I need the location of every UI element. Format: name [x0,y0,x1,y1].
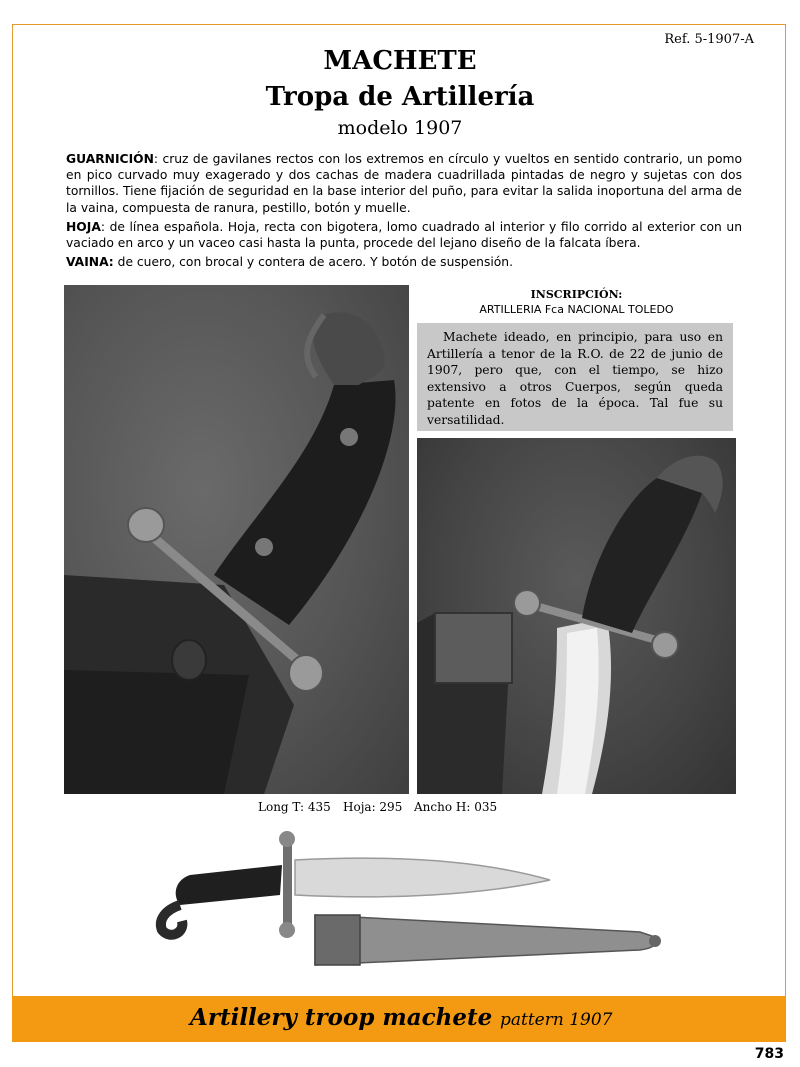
title-machete: MACHETE [323,46,477,76]
title-tropa: Tropa de Artillería [265,82,535,112]
title-modelo: modelo 1907 [337,117,463,139]
photo-hilt-closeup [64,285,409,794]
hoja-paragraph [66,219,742,251]
inscription-text: ARTILLERIA Fca NACIONAL TOLEDO [479,303,674,316]
guarnicion-label: GUARNICIÓN [66,152,154,166]
footer-subtitle-en: pattern 1907 [500,1010,613,1030]
guarnicion-paragraph [66,151,742,216]
description-block [66,151,742,273]
hoja-text: : de línea española. Hoja, recta con bigotera, lomo cuadrado al interior y filo corrido al exterior con un vaciado en arco y un vaceo casi hasta la punta, procede del lejano diseño de la falcata íbera. [66,219,742,251]
dimension-ancho: Ancho H: 035 [414,800,498,814]
inscription-heading: INSCRIPCIÓN: [530,288,623,301]
guarnicion-text: : cruz de gavilanes rectos con los extremos en círculo y vueltos en sentido contrario, un pomo en pico curvado muy exagerado y dos cachas de madera cuadrillada pintadas de negro y sujetas con dos tornillos. Tiene fijación de seguridad en la base interior del puño, para evitar la salida inoportuna del arma de la vaina, compuesta de ranura, pestillo, botón y muelle. [66,152,742,215]
reference-code: Ref. 5-1907-A [664,32,754,47]
vaina-paragraph [66,254,742,270]
history-note: Machete ideado, en principio, para uso en Artillería a tenor de la R.O. de 22 de junio de 1907, pero que, con el tiempo, se hizo extensivo a otros Cuerpos, según queda patente en fotos de la época. Tal fue su versatilidad. [417,323,733,431]
vaina-text: de cuero, con brocal y contera de acero. Y botón de suspensión. [113,255,513,270]
dimension-hoja: Hoja: 295 [343,800,403,814]
vaina-label: VAINA: [66,255,114,270]
dimension-long: Long T: 435 [258,800,331,814]
footer-title-en: Artillery troop machete [190,1004,493,1031]
photo-hilt-scabbard [417,438,736,794]
hoja-label: HOJA [66,219,101,234]
page-number: 783 [754,1046,784,1062]
photo-full-machete [150,825,670,990]
